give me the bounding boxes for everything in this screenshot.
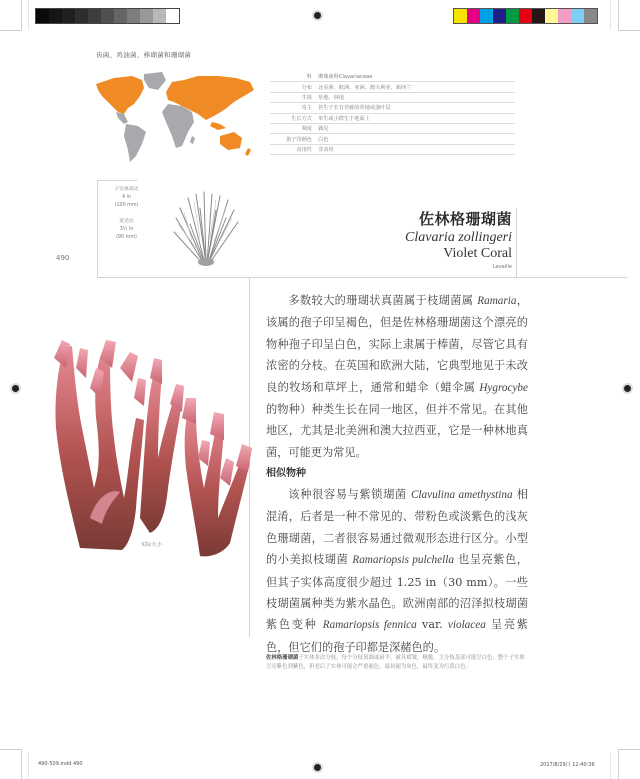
width-mm: (90 mm): [116, 235, 137, 240]
gray-swatch: [140, 9, 153, 23]
color-swatch: [454, 9, 467, 23]
frame-line: [97, 277, 627, 278]
species-caption: [266, 654, 528, 673]
fact-key: 孢子印颜色: [286, 136, 312, 143]
fact-key: 科: [306, 74, 312, 81]
registration-mark-top: [314, 12, 321, 19]
crop-mark: [0, 749, 22, 750]
crop-mark: [21, 0, 22, 30]
gray-swatch: [114, 9, 127, 23]
footer-file-info: 490-509.indd 490: [38, 761, 83, 767]
crop-mark: [28, 752, 29, 779]
color-swatch: [558, 9, 571, 23]
gray-swatch: [49, 9, 62, 23]
size-panel: [104, 186, 149, 242]
registration-mark-left: [12, 385, 19, 392]
gray-swatch: [127, 9, 140, 23]
fact-key: 生长方式: [291, 115, 312, 122]
crop-mark: [618, 30, 640, 31]
species-title-block: [405, 208, 512, 270]
fact-value: 苔生于长有苔藓的草地或落叶层: [318, 105, 391, 112]
color-swatch: [571, 9, 584, 23]
species-english-name: Violet Coral: [443, 246, 512, 261]
fact-value: 珊瑚菌科Clavariaceae: [318, 74, 373, 81]
fact-key: 食用性: [296, 146, 312, 153]
gray-swatch: [62, 9, 75, 23]
fact-row: [270, 72, 515, 82]
gray-swatch: [166, 9, 179, 23]
fact-value: 单生或小群生于地面上: [318, 115, 370, 122]
gray-swatch: [101, 9, 114, 23]
width-inches: 3½ in: [119, 227, 134, 232]
color-swatch: [480, 9, 493, 23]
similar-species-paragraph: 该种很容易与紫锁瑚菌 Clavulina amethystina 相混淆，后者是一种不常见的、带粉色或淡紫色的浅灰色珊瑚菌，二者很容易通过微观形态进行区分。小型的小美拟枝瑚菌 Ramariopsis pulchella 也呈亮紫色，但其子实体高度很少超过 1.25 in（30 mm）。一些枝瑚菌属种类为紫水晶色。欧洲南部的沼泽拟枝瑚菌紫色变种 Ramariopsis fennica var. violacea 呈亮紫色，但它们的孢子印都是深赭色的。: [266, 488, 528, 654]
species-author: Leveille: [492, 264, 512, 270]
gray-swatch: [153, 9, 166, 23]
fact-value: 偶见: [318, 126, 329, 133]
color-swatch: [532, 9, 545, 23]
frame-line: [97, 180, 98, 277]
fact-value: 北美洲、欧洲、亚洲、澳大利亚、新西兰: [318, 84, 412, 91]
color-swatch: [493, 9, 506, 23]
crop-mark: [618, 749, 640, 750]
fact-key: 生境: [301, 94, 312, 101]
fact-key: 寄主: [301, 105, 312, 112]
frame-line: [97, 180, 137, 181]
color-swatch: [467, 9, 480, 23]
gray-swatch: [88, 9, 101, 23]
fact-row: [270, 93, 515, 103]
fact-row: [270, 114, 515, 124]
fact-key: 分布: [301, 84, 312, 91]
color-calibration-bar: [453, 8, 598, 24]
fact-row: [270, 103, 515, 113]
frame-line: [516, 208, 517, 277]
registration-mark-right: [624, 385, 631, 392]
fact-row: [270, 82, 515, 92]
crop-mark: [21, 749, 22, 779]
color-swatch: [519, 9, 532, 23]
crop-mark: [618, 0, 619, 30]
caption-bold: 佐林格珊瑚菌: [266, 655, 299, 661]
description-paragraph: 多数较大的珊瑚状真菌属于枝瑚菌属 Ramaria，该属的孢子印呈褐色，但是佐林格珊瑚菌这个漂亮的物种孢子印呈白色，实际上隶属于棒菌，尽管它具有浓密的分枝。在英国和欧洲大陆，它典型地见于未改良的牧场和草坪上，通常和蜡伞（蜡伞属 Hygrocybe 的物种）种类生长在同一地区，但并不常见。在其他地区，尤其是北美洲和澳大拉西亚，它是一种林地真菌，可能更为常见。: [266, 294, 528, 459]
fact-row: [270, 134, 515, 144]
fact-table: [270, 72, 515, 155]
running-head: 齿菌、鸡油菌、棒瑚菌和珊瑚菌: [96, 51, 192, 59]
crop-mark: [610, 752, 611, 779]
fact-value: 非食用: [318, 146, 334, 153]
crop-mark: [610, 0, 611, 30]
caption-text: 子实体多次分枝，每个分枝顶圆或扁平，被具褶皱，极脆。主分枝基部可能呈白色，整个子实体呈亮紫色到紫色，但老后子实体可能会严重褪色，最初褪为灰色，最终变为污黄白色。: [266, 655, 525, 671]
fact-row: [270, 124, 515, 134]
actual-size-label: 实际大小: [141, 542, 162, 548]
distribution-map: [94, 66, 264, 166]
similar-species-heading: 相似物种: [266, 468, 306, 479]
fungus-sketch-illustration: [170, 188, 242, 268]
crop-mark: [618, 749, 619, 779]
species-latin-name: Clavaria zollingeri: [405, 230, 512, 245]
footer-timestamp: 2017/8/29日 12:40:36: [540, 762, 595, 768]
color-swatch: [506, 9, 519, 23]
page-number: 490: [56, 254, 70, 262]
gray-swatch: [75, 9, 88, 23]
species-chinese-name: 佐林格珊瑚菌: [418, 210, 512, 228]
color-swatch: [584, 9, 597, 23]
fact-value: 白色: [318, 136, 329, 143]
crop-mark: [28, 0, 29, 30]
grayscale-calibration-bar: [35, 8, 180, 24]
height-label: 子实体高达: [114, 187, 139, 192]
registration-mark-bottom: [314, 764, 321, 771]
fact-key: 频度: [301, 126, 312, 133]
fact-row: [270, 145, 515, 155]
gray-swatch: [36, 9, 49, 23]
fact-value: 草地、林地: [318, 94, 344, 101]
height-inches: 4 in: [122, 195, 131, 200]
width-label: 宽达达: [119, 219, 134, 224]
crop-mark: [0, 30, 22, 31]
color-swatch: [545, 9, 558, 23]
violet-coral-photo: [50, 328, 260, 558]
height-mm: (100 mm): [114, 203, 139, 208]
